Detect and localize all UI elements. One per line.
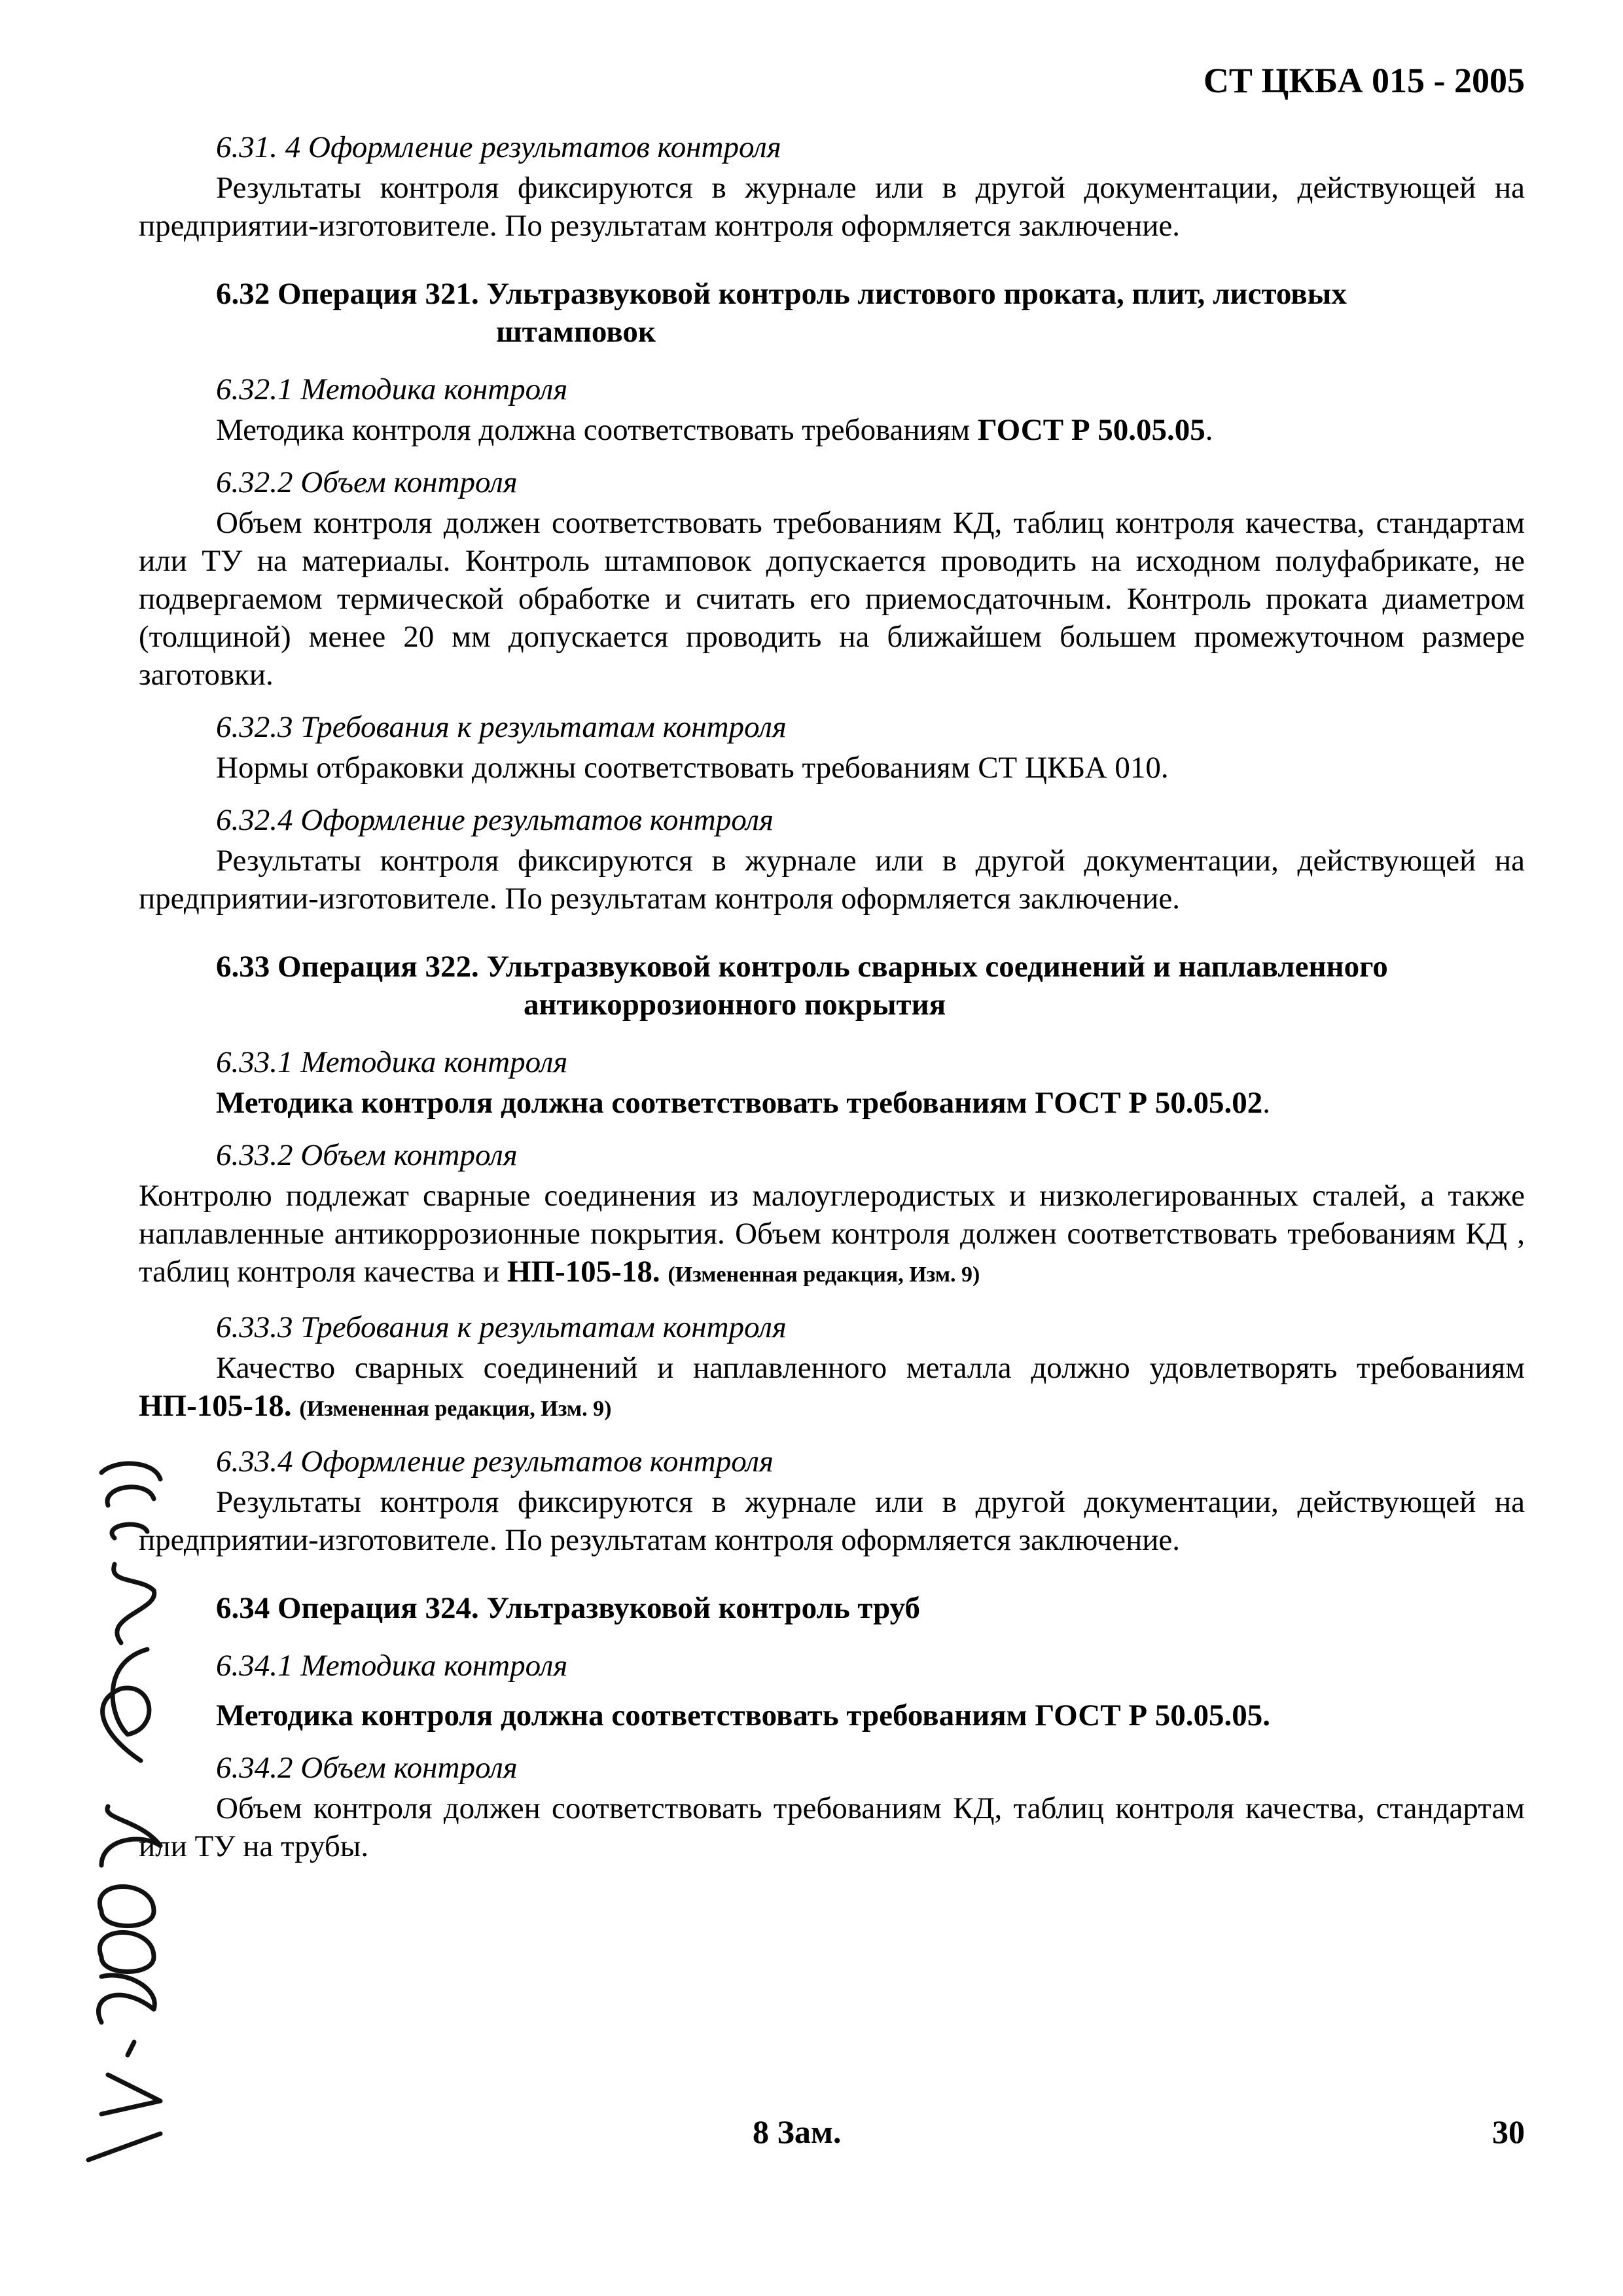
subsection-6-32-4-text: Результаты контроля фиксируются в журнале или в другой документации, действующей на предприятии-изготовителе. По результатам контроля оформляется заключение. (139, 844, 1525, 916)
revision-note: (Измененная редакция, Изм. 9) (668, 1263, 980, 1287)
subsection-6-32-1-title: 6.32.1 Методика контроля (216, 372, 568, 406)
page-number: 30 (1492, 2113, 1525, 2150)
section-6-33-heading-line1: 6.33 Операция 322. Ультразвуковой контроль сварных соединений и наплавленного (216, 950, 1388, 984)
standard-reference: НП-105-18 (139, 1389, 284, 1423)
section-6-32-heading-line2: штамповок (496, 315, 656, 349)
standard-reference: НП-105-18 (507, 1255, 652, 1289)
text-fragment: . (1262, 1086, 1271, 1120)
subsection-6-32-3-title: 6.32.3 Требования к результатам контроля (216, 710, 787, 744)
standard-reference: ГОСТ Р 50.05.05 (977, 413, 1205, 447)
change-note: 8 Зам. (753, 2113, 842, 2150)
text-fragment: Контролю подлежат сварные соединения из малоуглеродистых и низколегированных сталей, а также наплавленные антикоррозионные покрытия. Объем контроля должен соответствовать требованиям КД , таблиц контроля качества и (139, 1179, 1525, 1289)
subsection-6-32-4-title: 6.32.4 Оформление результатов контроля (216, 803, 774, 837)
subsection-6-31-4-text: Результаты контроля фиксируются в журнале или в другой документации, действующей на предприятии-изготовителе. По результатам контроля оформляется заключение. (139, 171, 1525, 243)
text-fragment: Методика контроля должна соответствовать требованиям (216, 413, 978, 447)
subsection-6-32-2-title: 6.32.2 Объем контроля (216, 465, 518, 499)
subsection-6-33-2-text (139, 1177, 1525, 1294)
text-fragment: . (1205, 413, 1213, 447)
spacer (139, 1687, 1525, 1696)
handwritten-signature-icon (62, 1453, 193, 2186)
text-fragment: Качество сварных соединений и наплавленного металла должно удовлетворять требованиям (216, 1351, 1525, 1385)
subsection-6-33-1-title: 6.33.1 Методика контроля (216, 1045, 568, 1079)
subsection-6-33-4-text: Результаты контроля фиксируются в журнале или в другой документации, действующей на предприятии-изготовителе. По результатам контроля оформляется заключение. (139, 1485, 1525, 1557)
section-6-33-heading-line2: антикоррозионного покрытия (524, 988, 946, 1022)
text-fragment: . (652, 1255, 668, 1289)
subsection-6-34-2-text: Объем контроля должен соответствовать требованиям КД, таблиц контроля качества, стандартам или ТУ на трубы. (139, 1791, 1525, 1863)
subsection-6-33-4-title: 6.33.4 Оформление результатов контроля (216, 1444, 774, 1479)
section-6-32-heading (216, 275, 1525, 351)
subsection-6-33-3-text (139, 1349, 1525, 1428)
subsection-6-33-2-title: 6.33.2 Объем контроля (216, 1138, 518, 1172)
subsection-6-33-1-text (139, 1084, 1525, 1122)
section-6-34-heading: 6.34 Операция 324. Ультразвуковой контроль труб (216, 1591, 920, 1625)
subsection-6-33-3-title: 6.33.3 Требования к результатам контроля (216, 1310, 787, 1344)
document-code: СТ ЦКБА 015 - 2005 (1203, 61, 1525, 100)
subsection-6-34-1-title: 6.34.1 Методика контроля (216, 1649, 568, 1683)
section-6-32-heading-line1: 6.32 Операция 321. Ультразвуковой контроль листового проката, плит, листовых (216, 277, 1347, 311)
page-content (139, 128, 1525, 1865)
subsection-6-32-3-text: Нормы отбраковки должны соответствовать требованиям СТ ЦКБА 010. (216, 751, 1169, 785)
text-fragment: Методика контроля должна соответствовать требованиям ГОСТ Р 50.05.02 (216, 1086, 1263, 1120)
subsection-6-32-1-text (139, 411, 1525, 449)
section-6-33-heading (216, 948, 1525, 1024)
revision-note: (Измененная редакция, Изм. 9) (299, 1397, 612, 1421)
subsection-6-32-2-text: Объем контроля должен соответствовать требованиям КД, таблиц контроля качества, стандартам или ТУ на материалы. Контроль штамповок допускается проводить на исходном полуфабрикате, не подвергаемом термической обработке и считать его приемосдаточным. Контроль проката диаметром (толщиной) менее 20 мм допускается проводить на ближайшем большем промежуточном размере заготовки. (139, 506, 1525, 692)
subsection-6-31-4-title: 6.31. 4 Оформление результатов контроля (216, 130, 781, 164)
text-fragment: . (283, 1389, 300, 1423)
subsection-6-34-1-text: Методика контроля должна соответствовать требованиям ГОСТ Р 50.05.05. (216, 1698, 1271, 1732)
subsection-6-34-2-title: 6.34.2 Объем контроля (216, 1751, 518, 1785)
